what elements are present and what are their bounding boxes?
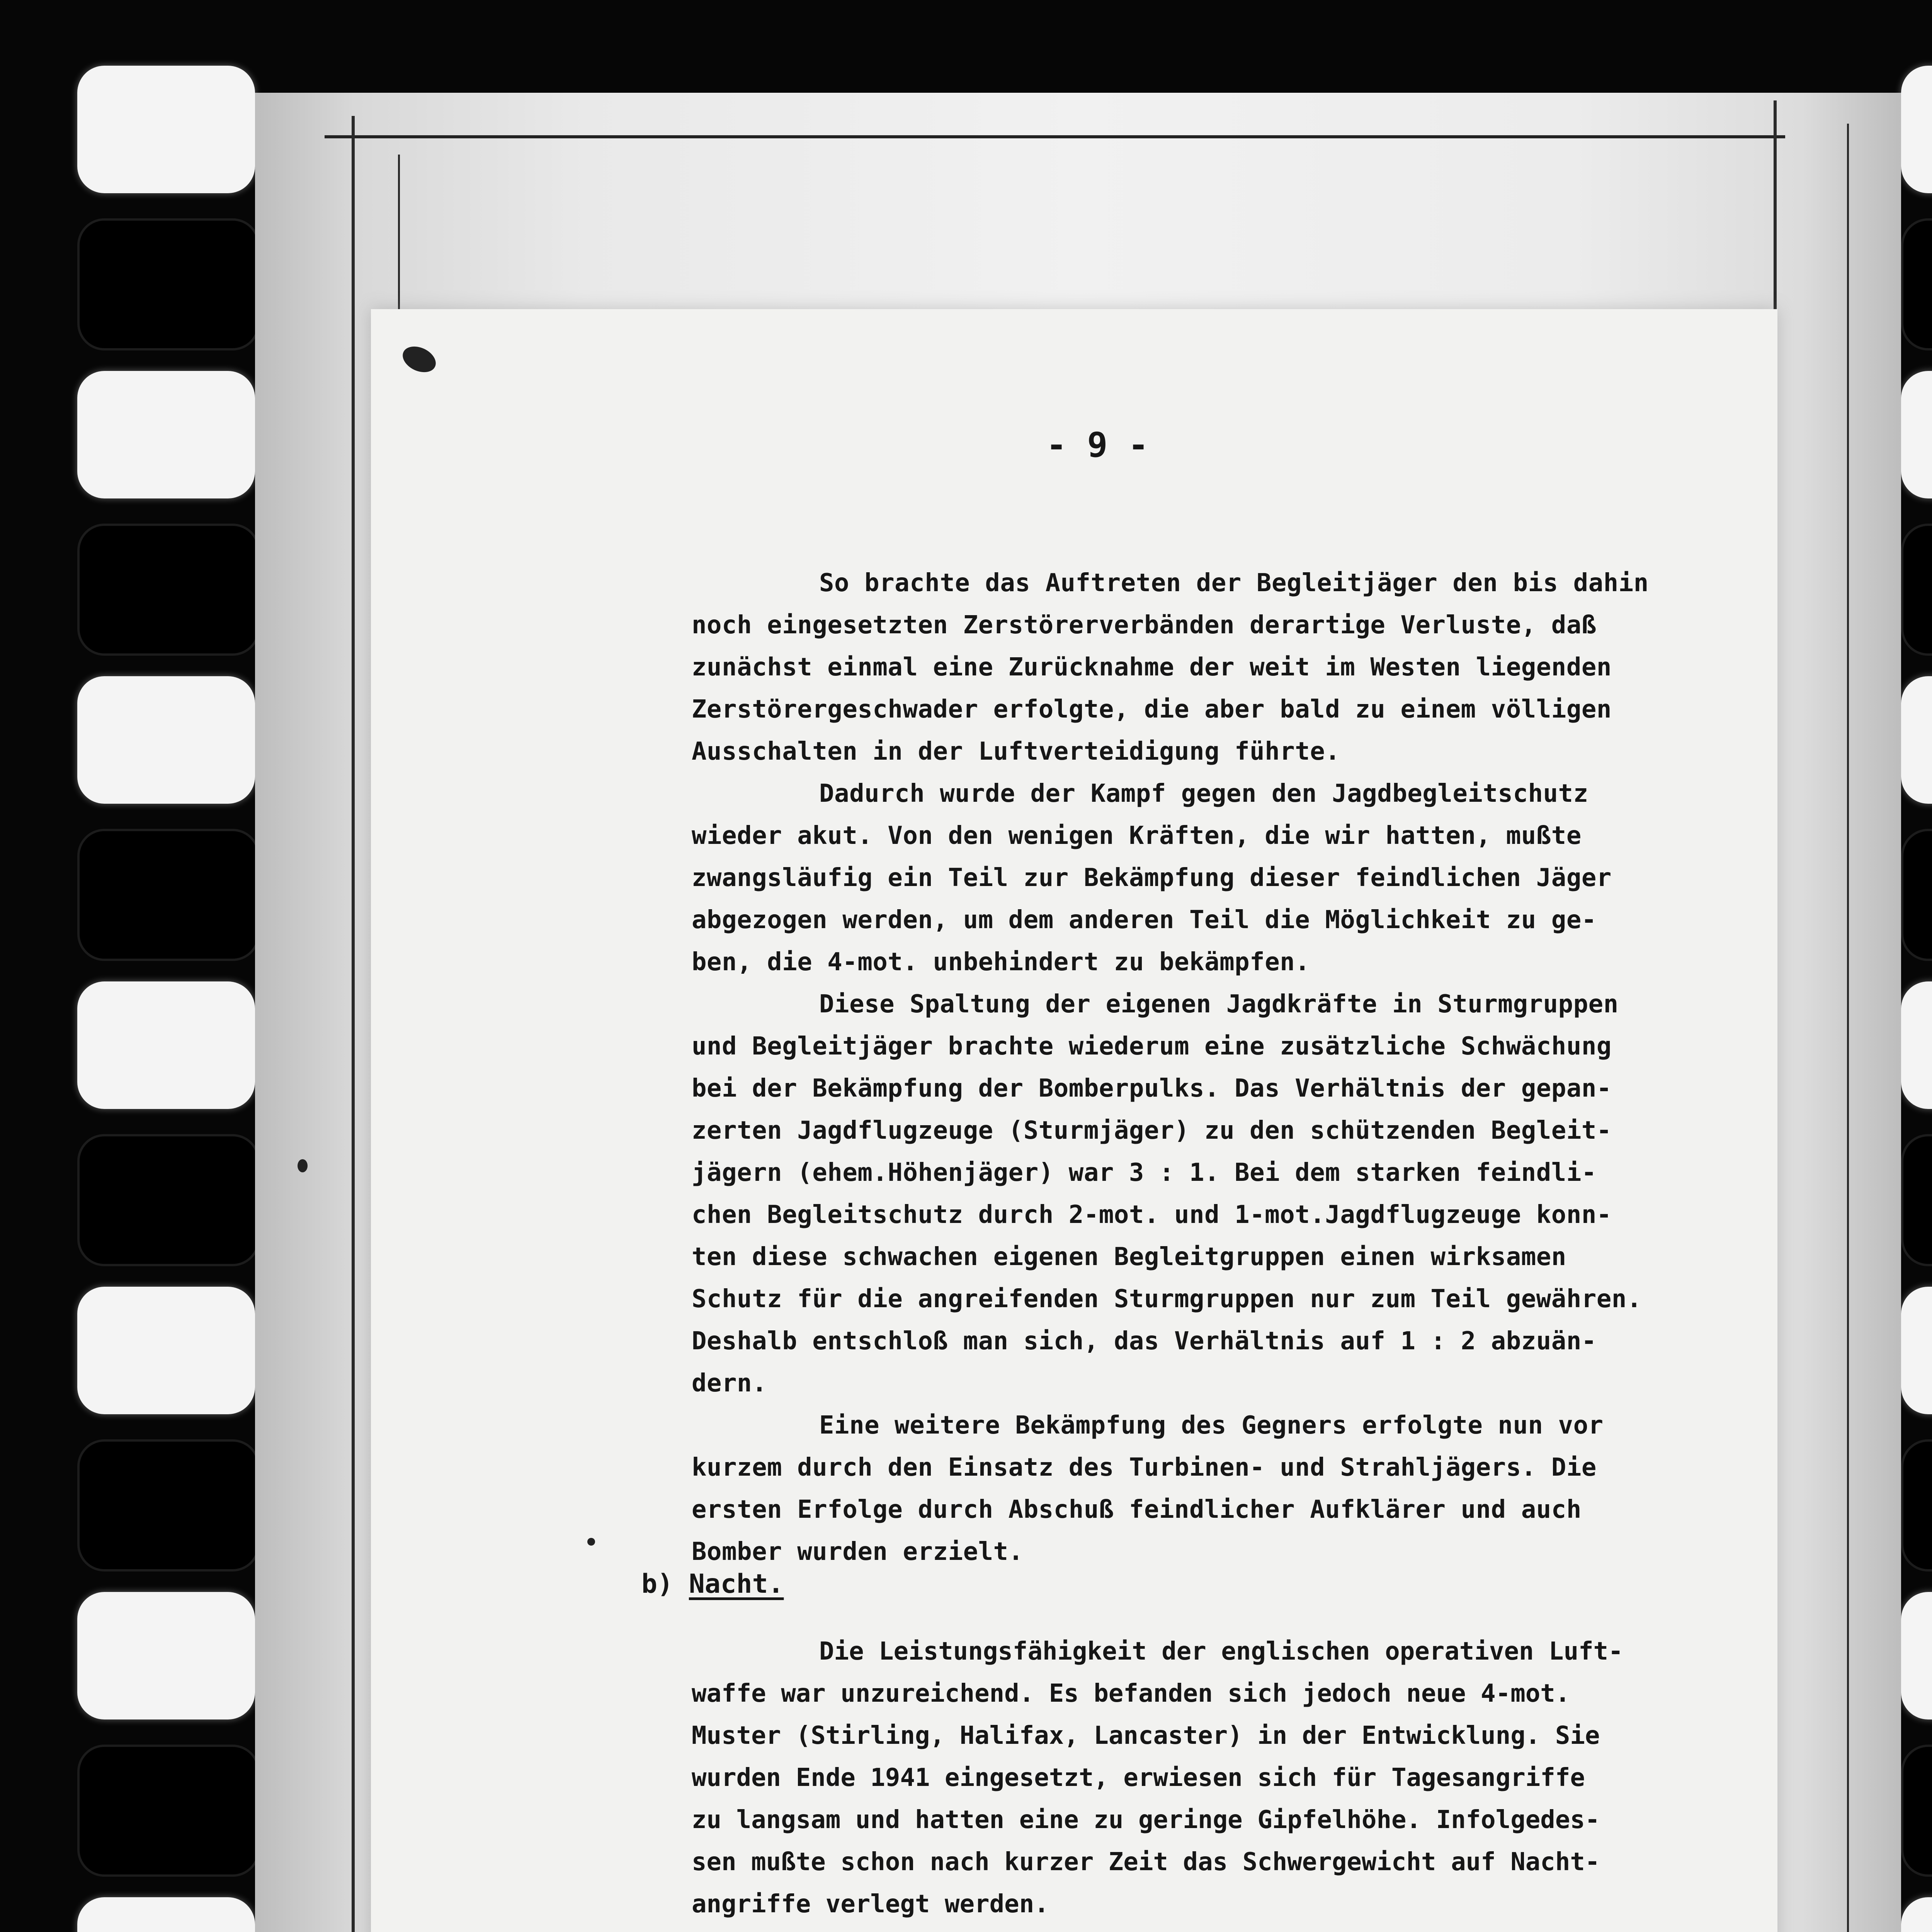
frame-left-rule [352, 116, 355, 1932]
text-line: bei der Bekämpfung der Bomberpulks. Das Verhältnis der gepan- [692, 1074, 1612, 1103]
film-perforation [1901, 1592, 1932, 1719]
text-line: Eine weitere Bekämpfung des Gegners erfolgte nun vor [819, 1411, 1604, 1440]
paragraph [692, 773, 1743, 983]
text-line: noch eingesetzten Zerstörerverbänden derartige Verluste, daß [692, 611, 1597, 639]
film-perforation [77, 676, 255, 804]
film-perforation [1901, 371, 1932, 498]
paragraph [692, 1405, 1743, 1573]
film-perforation [77, 1592, 255, 1719]
film-perforation [1901, 524, 1932, 656]
text-line: sen mußte schon nach kurzer Zeit das Schwergewicht auf Nacht- [692, 1848, 1600, 1876]
film-perforation [77, 1745, 260, 1877]
text-line: Ausschalten in der Luftverteidigung führte. [692, 737, 1340, 766]
paragraph [692, 1631, 1743, 1925]
film-perforation [77, 371, 255, 498]
section-label: b) [641, 1569, 673, 1599]
film-perforation [77, 829, 260, 961]
text-line: zu langsam und hatten eine zu geringe Gipfelhöhe. Infolgedes- [692, 1806, 1600, 1834]
film-perforation [1901, 1287, 1932, 1414]
scan-speck [298, 1159, 308, 1172]
text-line: Deshalb entschloß man sich, das Verhältnis auf 1 : 2 abzuän- [692, 1327, 1597, 1355]
text-line: dern. [692, 1369, 767, 1398]
text-line: abgezogen werden, um dem anderen Teil die Möglichkeit zu ge- [692, 906, 1597, 934]
frame-top-rule [325, 135, 1785, 138]
film-perforation [1901, 218, 1932, 350]
body-text-part-b [692, 1631, 1743, 1932]
film-perforation [77, 1439, 260, 1571]
paragraph [692, 983, 1743, 1405]
paragraph [692, 1925, 1743, 1932]
text-line: wieder akut. Von den wenigen Kräften, die wir hatten, mußte [692, 821, 1582, 850]
text-line: waffe war unzureichend. Es befanden sich jedoch neue 4-mot. [692, 1679, 1570, 1708]
film-perforation [1901, 676, 1932, 804]
text-line: Zerstörergeschwader erfolgte, die aber bald zu einem völligen [692, 695, 1612, 724]
body-text-part-a [692, 562, 1743, 1573]
section-heading [641, 1569, 784, 1599]
text-line: zerten Jagdflugzeuge (Sturmjäger) zu den schützenden Begleit- [692, 1116, 1612, 1145]
film-perforation [1901, 66, 1932, 193]
text-line: Die Leistungsfähigkeit der englischen operativen Luft- [819, 1637, 1623, 1666]
text-line: So brachte das Auftreten der Begleitjäger den bis dahin [819, 569, 1649, 597]
film-perforation [1901, 1134, 1932, 1266]
film-perforation [1901, 1439, 1932, 1571]
text-line: chen Begleitschutz durch 2-mot. und 1-mot.Jagdflugzeuge konn- [692, 1201, 1612, 1229]
section-title: Nacht. [689, 1569, 784, 1599]
film-perforation [1901, 1897, 1932, 1932]
film-perforation [77, 66, 255, 193]
text-line: zunächst einmal eine Zurücknahme der weit im Westen liegenden [692, 653, 1612, 682]
text-line: jägern (ehem.Höhenjäger) war 3 : 1. Bei dem starken feindli- [692, 1158, 1597, 1187]
text-line: ersten Erfolge durch Abschuß feindlicher Aufklärer und auch [692, 1495, 1582, 1524]
text-line: Schutz für die angreifenden Sturmgruppen nur zum Teil gewähren. [692, 1285, 1642, 1313]
text-line: zwangsläufig ein Teil zur Bekämpfung dieser feindlichen Jäger [692, 864, 1612, 892]
text-line: ben, die 4-mot. unbehindert zu bekämpfen. [692, 948, 1310, 976]
film-perforation [77, 524, 260, 656]
text-line: und Begleitjäger brachte wiederum eine zusätzliche Schwächung [692, 1032, 1612, 1061]
film-perforation [1901, 981, 1932, 1109]
film-perforation [77, 981, 255, 1109]
film-perforation [77, 1897, 255, 1932]
text-line: Dadurch wurde der Kampf gegen den Jagdbegleitschutz [819, 779, 1588, 808]
text-line: wurden Ende 1941 eingesetzt, erwiesen sich für Tagesangriffe [692, 1764, 1585, 1792]
film-perforation [1901, 1745, 1932, 1877]
text-line: kurzem durch den Einsatz des Turbinen- und Strahljägers. Die [692, 1453, 1597, 1482]
film-perforation [77, 1287, 255, 1414]
text-line: Bomber wurden erzielt. [692, 1537, 1024, 1566]
right-perforation-strip [1901, 0, 1932, 1932]
page-number: - 9 - [1046, 425, 1149, 465]
text-line: Muster (Stirling, Halifax, Lancaster) in der Entwicklung. Sie [692, 1721, 1600, 1750]
left-perforation-strip [77, 0, 263, 1932]
paragraph [692, 562, 1743, 773]
film-perforation [1901, 829, 1932, 961]
film-perforation [77, 1134, 260, 1266]
scan-speck [587, 1538, 595, 1546]
frame-right-rule-2 [1847, 124, 1849, 1932]
text-line: Diese Spaltung der eigenen Jagdkräfte in Sturmgruppen [819, 990, 1619, 1019]
film-perforation [77, 218, 260, 350]
text-line [692, 1925, 1743, 1932]
text-line: ten diese schwachen eigenen Begleitgruppen einen wirksamen [692, 1243, 1566, 1271]
text-line: angriffe verlegt werden. [692, 1890, 1049, 1918]
